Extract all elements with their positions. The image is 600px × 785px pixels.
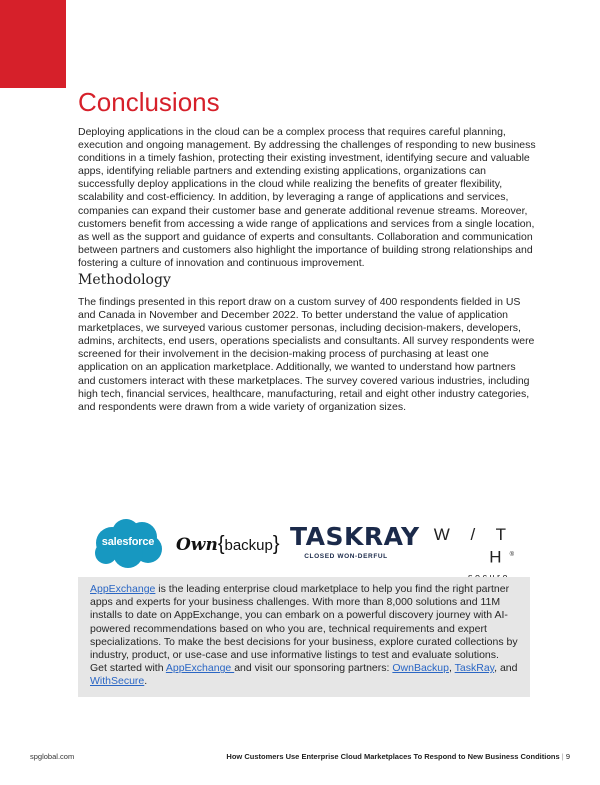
withsecure-wordmark bbox=[410, 525, 514, 568]
ownbackup-brace-open: { bbox=[217, 533, 225, 555]
withsecure-logo bbox=[410, 525, 514, 582]
ownbackup-brace-close: } bbox=[272, 533, 280, 555]
footer-site[interactable]: spglobal.com bbox=[30, 752, 75, 761]
appexchange-callout bbox=[78, 577, 530, 697]
taskray-wordmark: TASKRAY bbox=[290, 522, 420, 551]
callout-text-1: is the leading enterprise cloud marketplace to help you find the right partner apps and experts for your business challenges. With more than 8,000 solutions and 11M installs to date on AppExchange, you can embark on a powerful discovery journey with AI-powered recommendations based on who you are, technical requirements and expert specializations. To make the best decisions for your business, explore curated collections by industry, product, or use-case and use informative listings to test and evaluate solutions. Get started with bbox=[90, 583, 518, 675]
appexchange-link[interactable]: AppExchange bbox=[90, 583, 156, 595]
callout-text-5: . bbox=[144, 675, 148, 688]
taskray-link[interactable]: TaskRay bbox=[454, 662, 495, 675]
footer-separator: | bbox=[561, 752, 564, 761]
footer-report bbox=[226, 752, 570, 761]
ownbackup-script: Own bbox=[176, 535, 218, 555]
red-corner-block bbox=[0, 0, 66, 88]
appexchange-link-2[interactable]: AppExchange bbox=[165, 662, 235, 675]
callout-text bbox=[90, 583, 518, 689]
sponsor-logos bbox=[90, 515, 520, 575]
taskray-tagline: CLOSED WON-DERFUL bbox=[304, 553, 388, 560]
methodology-title: Methodology bbox=[78, 272, 171, 288]
withsecure-main: W / T H bbox=[433, 525, 514, 567]
page-number: 9 bbox=[565, 752, 570, 761]
callout-text-3: , bbox=[448, 662, 455, 675]
callout-text-2: and visit our sponsoring partners: bbox=[234, 662, 393, 675]
withsecure-link[interactable]: WithSecure bbox=[90, 675, 145, 688]
ownbackup-logo bbox=[176, 533, 280, 556]
conclusions-title: Conclusions bbox=[78, 87, 220, 117]
callout-text-4: , and bbox=[494, 662, 518, 675]
methodology-body: The findings presented in this report draw on a custom survey of 400 respondents fielded in US and Canada in November and December 2022. To better understand the value of application marketplaces, we surveyed various customer personas, including decision-makers, developers, admins, architects, end users, operations specialists and consultants. All survey respondents were screened for their involvement in the decision-making process of purchasing at least one application on an application marketplace. Additionally, we wanted to understand how partners and customers interact with these marketplaces. The survey covered various industries, including high tech, financial services, healthcare, manufacturing, retail and eight other industry categories, and respondents were drawn from a wide variety of organization sizes. bbox=[78, 296, 535, 413]
ownbackup-word: backup bbox=[224, 537, 273, 554]
ownbackup-link[interactable]: OwnBackup bbox=[392, 662, 449, 675]
taskray-logo bbox=[290, 522, 420, 560]
footer-report-title: How Customers Use Enterprise Cloud Marketplaces To Respond to New Business Conditions bbox=[226, 752, 560, 761]
withsecure-registered: ® bbox=[509, 552, 514, 558]
conclusions-body: Deploying applications in the cloud can be a complex process that requires careful planning, execution and ongoing management. By addressing the challenges of responding to new business conditions in a timely fashion, protecting their existing investment, identifying secure and valuable apps, identifying reliable partners and extending existing applications, organizations can successfully deploy applications in the cloud while realizing the benefits of greater flexibility, scalability and cost-efficiency. In addition, by leveraging a range of applications and services, companies can expand their customer base and generate additional revenue streams. Moreover, customers benefit from accessing a wide range of applications and services from a single location, as well as the support and guidance of experts and consultants. Collaboration and communication between partners and customers also highlight the importance of building strong relationships and fostering a culture of innovation and continuous improvement. bbox=[78, 126, 536, 269]
salesforce-wordmark: salesforce bbox=[101, 536, 155, 548]
